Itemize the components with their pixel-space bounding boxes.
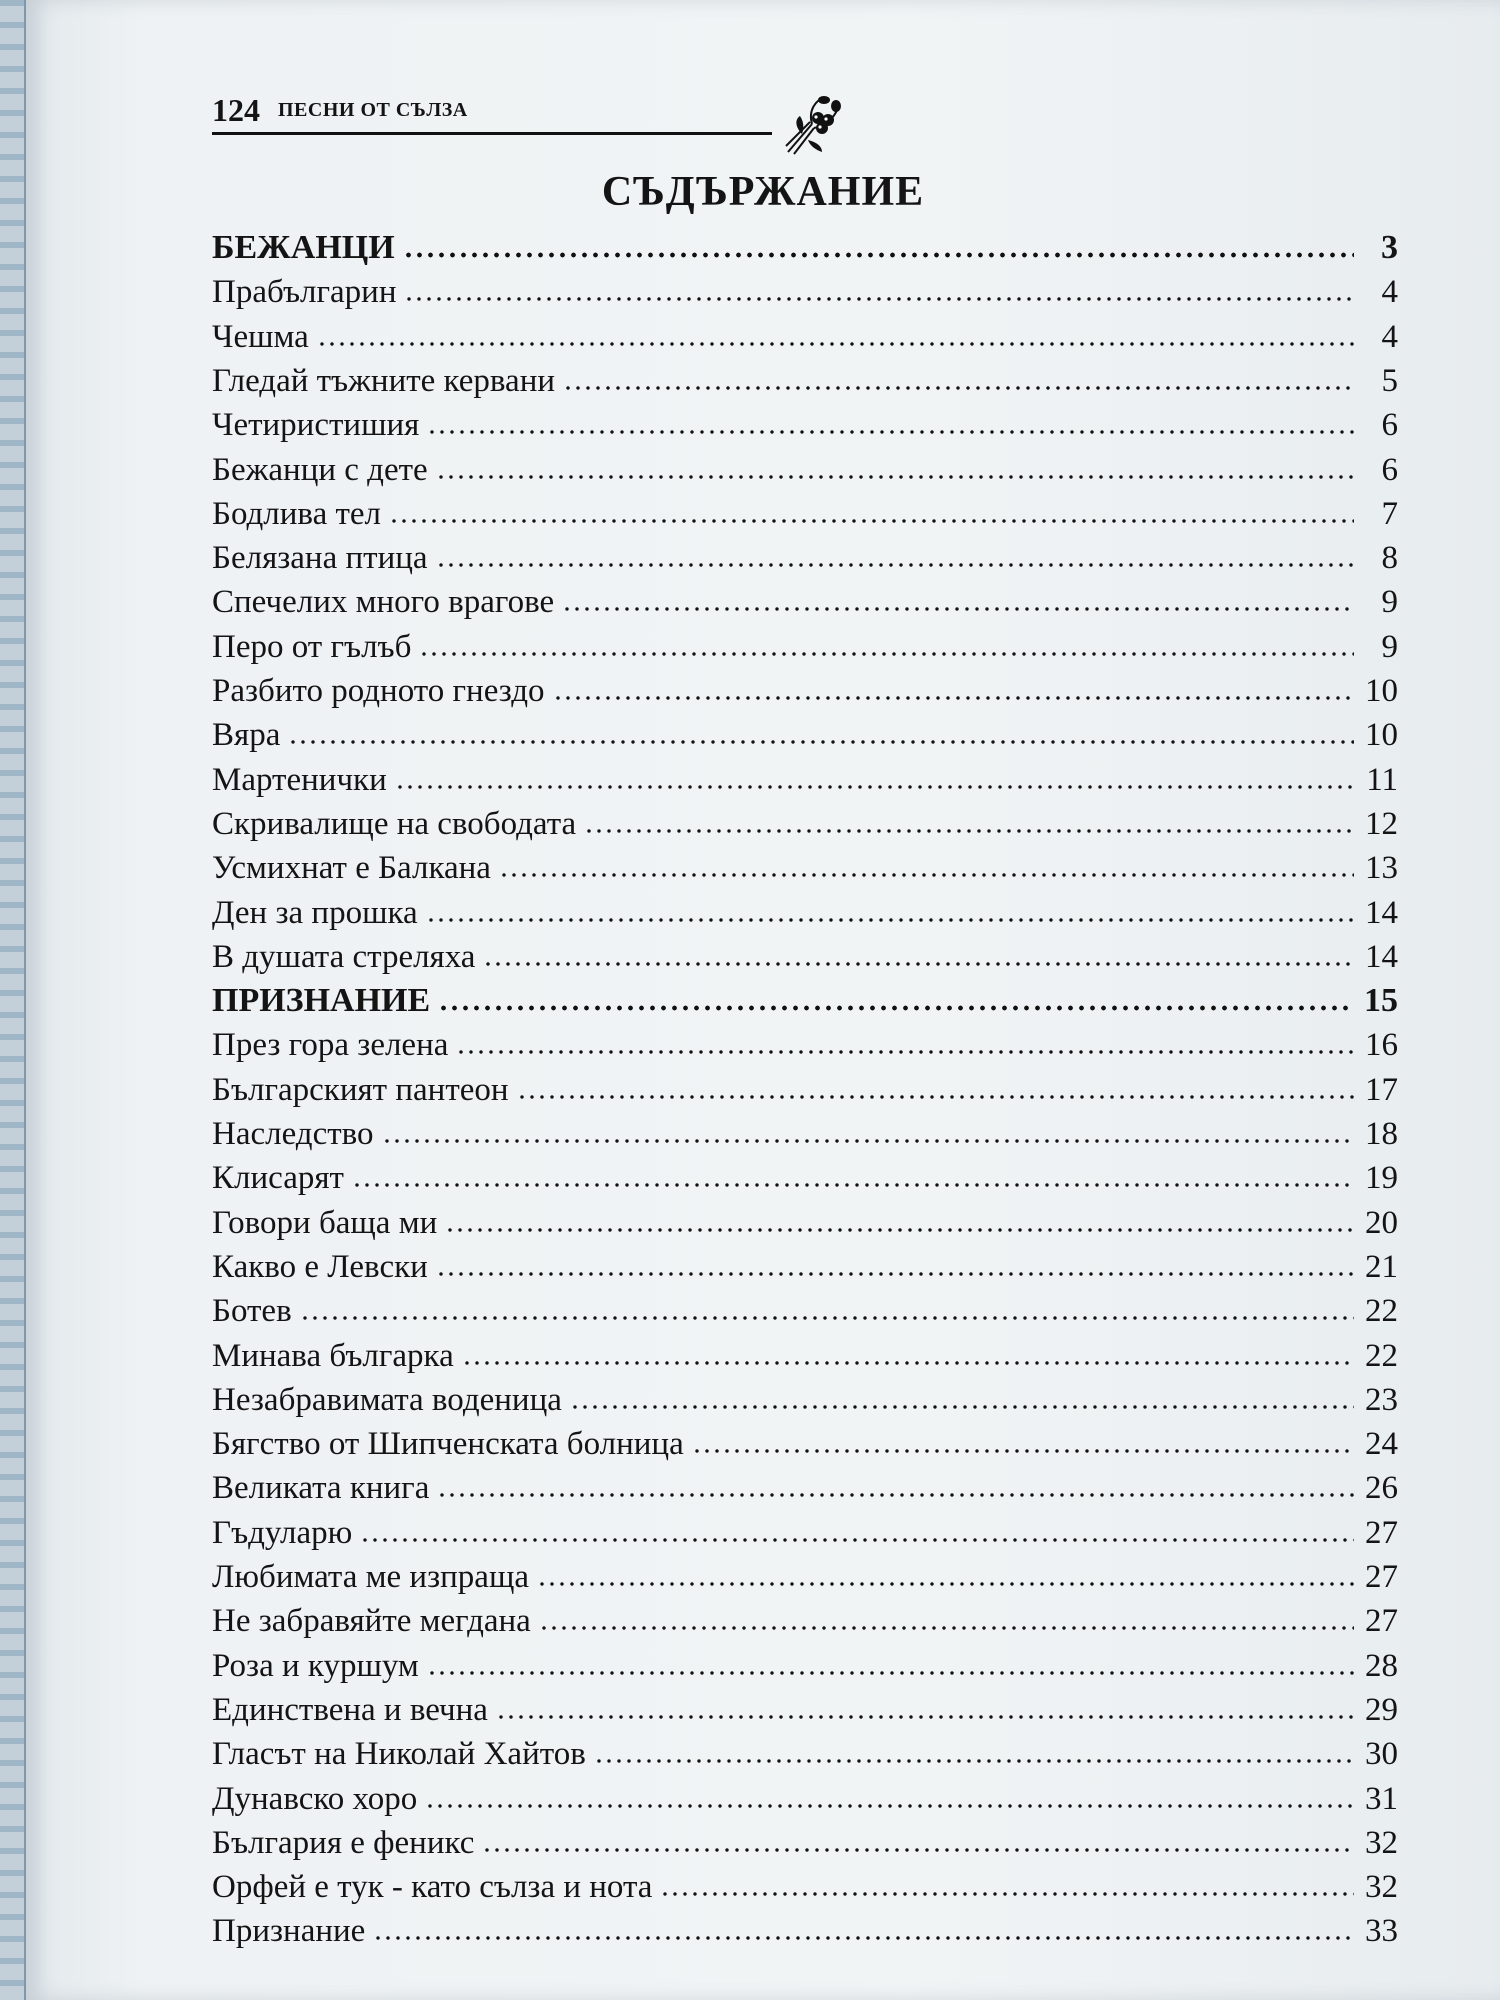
toc-entry-page: 13	[1365, 850, 1398, 887]
toc-entry	[212, 711, 1398, 755]
running-header	[212, 86, 772, 135]
dot-leader	[427, 1668, 1354, 1678]
toc-entry	[212, 1863, 1398, 1907]
dot-leader	[425, 1801, 1354, 1811]
dot-leader	[553, 693, 1355, 703]
dot-leader	[436, 1269, 1354, 1279]
dot-leader	[373, 1933, 1354, 1943]
toc-entry-page: 6	[1381, 407, 1398, 444]
toc-entry-page: 24	[1365, 1426, 1398, 1463]
dot-leader	[499, 870, 1354, 880]
dot-leader	[437, 1490, 1354, 1500]
toc-entry-title: През гора зелена	[212, 1027, 449, 1064]
dot-leader	[317, 339, 1354, 349]
toc-entry-title: Четиристишия	[212, 407, 420, 444]
toc-entry-page: 9	[1381, 584, 1398, 621]
toc-entry	[212, 1332, 1398, 1376]
dot-leader	[436, 472, 1354, 482]
toc-entry-page: 29	[1365, 1691, 1398, 1728]
toc-entry	[212, 578, 1398, 622]
book-title: ПЕСНИ ОТ СЪЛЗА	[278, 99, 468, 121]
dot-leader	[438, 1003, 1354, 1013]
toc-entry	[212, 1110, 1398, 1154]
toc-entry-page: 19	[1365, 1160, 1398, 1197]
toc-entry	[212, 1642, 1398, 1686]
dot-leader	[360, 1535, 1354, 1545]
dot-leader	[517, 1092, 1354, 1102]
page-number: 124	[212, 92, 260, 128]
toc-entry-page: 31	[1365, 1780, 1398, 1817]
binder-edge	[0, 0, 26, 2000]
toc-entry	[212, 623, 1398, 667]
toc-entry-page: 10	[1365, 673, 1398, 709]
dot-leader	[462, 1358, 1354, 1368]
dot-leader	[563, 383, 1354, 393]
dot-leader	[584, 826, 1354, 836]
toc-entry-title: БЕЖАНЦИ	[212, 229, 395, 266]
toc-entry-page: 16	[1365, 1027, 1398, 1064]
toc-entry-title: Роза и куршум	[212, 1647, 419, 1684]
toc-entry-page: 7	[1381, 495, 1398, 532]
dot-leader	[288, 737, 1354, 747]
toc-entry-page: 12	[1365, 805, 1398, 842]
dot-leader	[483, 959, 1354, 969]
toc-entry-page: 32	[1365, 1824, 1398, 1861]
toc-entry-title: В душата стреляха	[212, 938, 476, 975]
dot-leader	[427, 427, 1354, 437]
toc-entry-title: Какво е Левски	[212, 1248, 428, 1285]
toc-entry-page: 10	[1365, 717, 1398, 754]
toc-entry-title: Гласът на Николай Хайтов	[212, 1736, 586, 1773]
dot-leader	[539, 1623, 1354, 1633]
toc-entry-page: 3	[1381, 229, 1398, 266]
toc-entry-title: Белязана птица	[212, 540, 428, 577]
book-page	[26, 0, 1500, 2000]
toc-entry	[212, 313, 1398, 357]
toc-entry-title: Чешма	[212, 318, 309, 355]
toc-entry-page: 4	[1381, 318, 1398, 355]
toc-entry-title: Говори баща ми	[212, 1204, 438, 1241]
toc-entry	[212, 1509, 1398, 1553]
toc-entry	[212, 800, 1398, 844]
toc-entry	[212, 1287, 1398, 1331]
toc-entry-title: Разбито родното гнездо	[212, 673, 545, 709]
toc-entry	[212, 933, 1398, 977]
toc-entry	[212, 1066, 1398, 1110]
dot-leader	[352, 1180, 1354, 1190]
toc-entry-page: 32	[1365, 1869, 1398, 1906]
toc-entry-page: 27	[1365, 1603, 1398, 1640]
toc-entry	[212, 1775, 1398, 1819]
dot-leader	[419, 649, 1354, 659]
dot-leader	[426, 915, 1354, 925]
toc-entry-title: Ботев	[212, 1293, 292, 1330]
toc-entry	[212, 490, 1398, 534]
dot-leader	[692, 1446, 1354, 1456]
toc-entry-title: Прабългарин	[212, 274, 397, 311]
toc-entry-title: Гледай тъжните кервани	[212, 362, 556, 399]
toc-entry-title: ПРИЗНАНИЕ	[212, 982, 431, 1020]
toc-entry	[212, 401, 1398, 445]
dot-leader	[562, 604, 1354, 614]
toc-entry-title: Единствена и вечна	[212, 1691, 488, 1728]
toc-entry	[212, 534, 1398, 578]
toc-entry-page: 27	[1365, 1514, 1398, 1551]
toc-entry-page: 14	[1365, 938, 1398, 975]
toc-entry-title: Ден за прошка	[212, 894, 418, 931]
toc-entry-page: 30	[1365, 1736, 1398, 1773]
toc-entry	[212, 1553, 1398, 1597]
toc-entry-page: 11	[1366, 761, 1398, 798]
toc-entry-title: България е феникс	[212, 1824, 475, 1861]
toc-entry	[212, 1907, 1398, 1951]
toc-entry-page: 27	[1365, 1559, 1398, 1595]
dot-leader	[404, 294, 1354, 304]
toc-entry	[212, 1021, 1398, 1065]
flower-sprig-icon	[778, 90, 848, 160]
toc-entry	[212, 357, 1398, 401]
toc-entry	[212, 1686, 1398, 1730]
dot-leader	[436, 560, 1354, 570]
toc-entry	[212, 1420, 1398, 1464]
toc-entry-page: 26	[1365, 1470, 1398, 1507]
toc-entry	[212, 1243, 1398, 1287]
toc-entry-page: 33	[1365, 1913, 1398, 1950]
toc-entry-title: Незабравимата воденица	[212, 1381, 562, 1418]
dot-leader	[570, 1402, 1354, 1412]
dot-leader	[456, 1047, 1354, 1057]
toc-entry	[212, 1199, 1398, 1243]
dot-leader	[445, 1225, 1354, 1235]
toc-entry-page: 15	[1364, 982, 1398, 1020]
toc-entry	[212, 446, 1398, 490]
toc-entry-page: 14	[1365, 894, 1398, 931]
toc-entry-page: 20	[1365, 1204, 1398, 1241]
toc-entry-title: Спечелих много врагове	[212, 584, 555, 621]
toc-entry-page: 22	[1365, 1337, 1398, 1374]
toc-entry-page: 28	[1365, 1647, 1398, 1684]
toc-entry	[212, 844, 1398, 888]
toc-entry-title: Наследство	[212, 1116, 374, 1152]
toc-entry-title: Дунавско хоро	[212, 1780, 418, 1817]
toc-entry-page: 17	[1365, 1071, 1398, 1108]
toc-section-entry	[212, 977, 1398, 1021]
toc-entry-title: Любимата ме изпраща	[212, 1559, 529, 1595]
toc-entry	[212, 1597, 1398, 1641]
dot-leader	[537, 1579, 1354, 1589]
toc-entry-title: Бодлива тел	[212, 495, 381, 532]
toc-entry-page: 21	[1365, 1248, 1398, 1285]
toc-entry-page: 6	[1381, 451, 1398, 488]
toc-entry-page: 8	[1381, 540, 1398, 577]
toc-entry	[212, 756, 1398, 800]
toc-entry-page: 5	[1381, 362, 1398, 399]
toc-entry	[212, 889, 1398, 933]
dot-leader	[496, 1712, 1354, 1722]
dot-leader	[482, 1845, 1354, 1855]
dot-leader	[300, 1313, 1354, 1323]
toc-entry-page: 22	[1365, 1293, 1398, 1330]
toc-entry-title: Орфей е тук - като сълза и нота	[212, 1869, 653, 1906]
dot-leader	[395, 782, 1354, 792]
toc-entry-title: Мартенички	[212, 761, 387, 798]
toc-entry-title: Не забравяйте мегдана	[212, 1603, 531, 1640]
toc-entry-page: 9	[1381, 628, 1398, 665]
toc-entry-title: Усмихнат е Балкана	[212, 850, 491, 887]
toc-entry	[212, 1154, 1398, 1198]
toc-section-entry	[212, 224, 1398, 268]
toc-entry-title: Вяра	[212, 717, 281, 754]
toc-entry-page: 18	[1365, 1116, 1398, 1152]
toc-entry	[212, 1819, 1398, 1863]
toc-entry-title: Минава българка	[212, 1337, 454, 1374]
dot-leader	[382, 1136, 1354, 1146]
toc-entry-page: 4	[1381, 274, 1398, 311]
toc-entry-title: Скривалище на свободата	[212, 805, 577, 842]
toc-entry-title: Признание	[212, 1913, 366, 1950]
toc-entry	[212, 268, 1398, 312]
dot-leader	[403, 250, 1354, 260]
dot-leader	[660, 1889, 1354, 1899]
toc-entry	[212, 1730, 1398, 1774]
toc-entry-title: Бягство от Шипченската болница	[212, 1426, 684, 1463]
dot-leader	[594, 1756, 1354, 1766]
toc-entry-title: Перо от гълъб	[212, 628, 412, 665]
toc-entry-title: Бежанци с дете	[212, 451, 428, 488]
contents-title: СЪДЪРЖАНИЕ	[601, 169, 925, 215]
toc-entry-title: Великата книга	[212, 1470, 430, 1507]
dot-leader	[389, 516, 1354, 526]
toc-entry-title: Гъдуларю	[212, 1514, 353, 1551]
toc-entry-title: Клисарят	[212, 1160, 344, 1197]
toc-entry	[212, 1464, 1398, 1508]
toc-entry-page: 23	[1365, 1381, 1398, 1418]
toc-entry-title: Българският пантеон	[212, 1071, 509, 1108]
toc-entry	[212, 1376, 1398, 1420]
toc-entry	[212, 667, 1398, 711]
